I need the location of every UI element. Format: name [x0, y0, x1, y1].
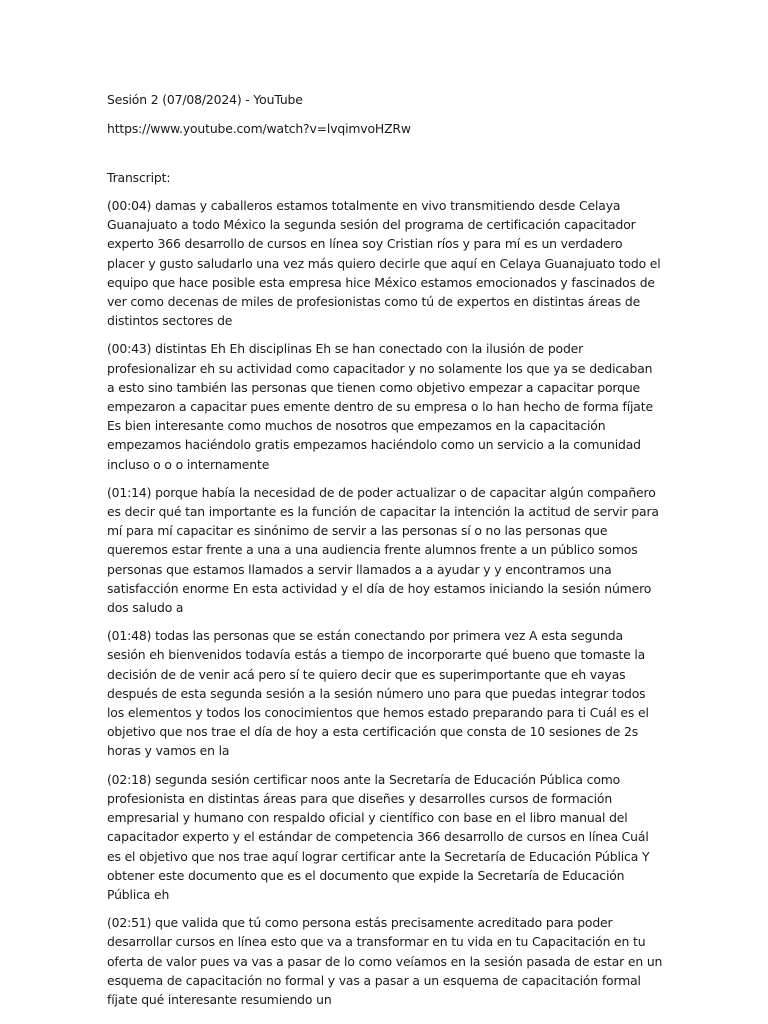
transcript-paragraph: (02:51) que valida que tú como persona estás precisamente acreditado para poder desarrollar cursos en línea esto que va a transformar en tu vida en tu Capacitación en tu oferta de valor pues va vas a pasar de lo como veíamos en la sesión pasada de estar en un esquema de capacitación no formal y vas a pasar a un esquema de capacitación formal fíjate qué interesante resumiendo un — [107, 915, 663, 1007]
transcript-label: Transcript: — [107, 170, 171, 185]
transcript-paragraph: (00:04) damas y caballeros estamos totalmente en vivo transmitiendo desde Celaya Guanajuato a todo México la segunda sesión del programa de certificación capacitador experto 366 desarrollo de cursos en línea soy Cristian ríos y para mí es un verdadero placer y gusto saludarlo una vez más quiero decirle que aquí en Celaya Guanajuato todo el equipo que hace posible esta empresa hice México estamos emocionados y fascinados de ver como decenas de miles de profesionistas como tú de expertos en distintas áreas de distintos sectores de — [107, 198, 661, 329]
transcript-paragraph: (01:14) porque había la necesidad de de poder actualizar o de capacitar algún compañero es decir qué tan importante es la función de capacitar la intención la actitud de servir para mí para mí capacitar es sinónimo de servir a las personas sí o no las personas que queremos estar frente a una a una audiencia frente alumnos frente a un público somos personas que estamos llamados a servir llamados a a ayudar y y encontramos una satisfacción enorme En esta actividad y el día de hoy estamos iniciando la sesión número dos saludo a — [107, 484, 659, 616]
transcript-paragraph: (02:18) segunda sesión certificar noos ante la Secretaría de Educación Pública como profesionista en distintas áreas para que diseñes y desarrolles cursos de formación empresarial y humano con respaldo oficial y científico con base en el libro manual del capacitador experto y el estándar de competencia 366 desarrollo de cursos en línea Cuál es el objetivo que nos trae aquí lograr certificar ante la Secretaría de Educación Pública Y obtener este documento que es el documento que expide la Secretaría de Educación Pública eh — [107, 771, 650, 902]
transcript-paragraph: (00:43) distintas Eh Eh disciplinas Eh se han conectado con la ilusión de poder profesionalizar eh su actividad como capacitador y no solamente los que ya se dedicaban a esto sino también las personas que tienen como objetivo empezar a capacitar porque empezaron a capacitar pues emente dentro de su empresa o lo han hecho de forma fíjate Es bien interesante como muchos de nosotros que empezamos en la capacitación empezamos haciéndolo gratis empezamos haciéndolo como un servicio a la comunidad incluso o o o internamente — [107, 341, 653, 472]
document-page — [107, 90, 663, 1018]
transcript-paragraph: (01:48) todas las personas que se están conectando por primera vez A esta segunda sesión eh bienvenidos todavía estás a tiempo de incorporarte qué bueno que tomaste la decisión de de venir acá pero sí te quiero decir que es superimportante que eh vayas después de esta segunda sesión a la sesión número uno para que puedas integrar todos los elementos y todos los conocimientos que hemos estado preparando para ti Cuál es el objetivo que nos trae el día de hoy a esta certificación que consta de 10 sesiones de 2s horas y vamos en la — [107, 628, 649, 759]
video-url: https://www.youtube.com/watch?v=lvqimvoHZRw — [107, 121, 411, 136]
document-title: Sesión 2 (07/08/2024) - YouTube — [107, 92, 303, 107]
